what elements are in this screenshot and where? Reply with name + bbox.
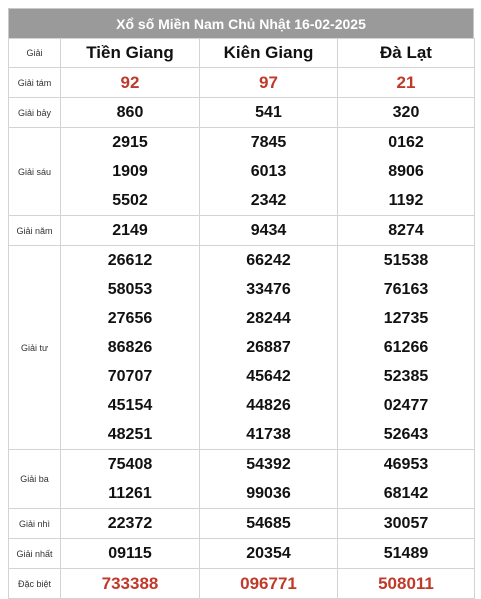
winning-number: 0162 <box>388 134 424 151</box>
prize-cell <box>338 509 475 539</box>
prize-column-header: Giải <box>9 39 61 68</box>
prize-label: Giải tư <box>9 246 61 450</box>
prize-cell <box>200 539 338 569</box>
prize-cell <box>338 539 475 569</box>
winning-number: 22372 <box>107 515 153 532</box>
prize-label: Giải ba <box>9 450 61 509</box>
winning-number: 5502 <box>112 192 148 209</box>
winning-number: 1909 <box>112 163 148 180</box>
prize-row <box>9 128 475 216</box>
prize-cell <box>61 539 200 569</box>
province-header-kien-giang: Kiên Giang <box>200 39 338 68</box>
winning-number: 320 <box>392 104 420 121</box>
winning-number: 75408 <box>107 456 153 473</box>
winning-number: 26612 <box>107 252 153 269</box>
winning-number: 48251 <box>107 426 153 443</box>
winning-number: 97 <box>259 73 278 92</box>
province-header-tien-giang: Tiền Giang <box>61 39 200 68</box>
winning-number: 51489 <box>383 545 429 562</box>
winning-number: 46953 <box>383 456 429 473</box>
prize-row <box>9 509 475 539</box>
winning-number: 21 <box>396 73 416 92</box>
prize-cell <box>338 246 475 450</box>
prize-row <box>9 246 475 450</box>
winning-number: 54685 <box>246 515 291 532</box>
prize-label: Giải tám <box>9 68 61 98</box>
winning-number: 27656 <box>107 310 153 327</box>
winning-number: 541 <box>255 104 282 121</box>
winning-number: 52385 <box>383 368 429 385</box>
winning-number: 20354 <box>246 545 291 562</box>
prize-row <box>9 68 475 98</box>
winning-number: 92 <box>120 73 140 92</box>
winning-number: 2149 <box>112 222 148 239</box>
prize-cell <box>338 128 475 216</box>
winning-number: 096771 <box>240 574 297 593</box>
winning-number: 2915 <box>112 134 148 151</box>
prize-cell <box>200 98 338 128</box>
prize-row <box>9 539 475 569</box>
prize-cell <box>61 128 200 216</box>
prize-cell <box>61 509 200 539</box>
winning-number: 58053 <box>107 281 153 298</box>
winning-number: 8274 <box>388 222 424 239</box>
prize-row <box>9 216 475 246</box>
winning-number: 508011 <box>378 574 434 593</box>
winning-number: 2342 <box>250 192 287 209</box>
prize-label: Giải nhì <box>9 509 61 539</box>
prize-label: Giải sáu <box>9 128 61 216</box>
winning-number: 68142 <box>383 485 429 502</box>
prize-cell <box>200 569 338 599</box>
winning-number: 54392 <box>246 456 291 473</box>
winning-number: 41738 <box>246 426 291 443</box>
winning-number: 28244 <box>246 310 291 327</box>
winning-number: 7845 <box>250 134 287 151</box>
prize-row <box>9 98 475 128</box>
prize-cell <box>200 216 338 246</box>
winning-number: 61266 <box>383 339 429 356</box>
prize-label: Đặc biệt <box>9 569 61 599</box>
winning-number: 66242 <box>246 252 291 269</box>
winning-number: 11261 <box>108 485 152 502</box>
prize-label: Giải năm <box>9 216 61 246</box>
winning-number: 70707 <box>107 368 153 385</box>
prize-cell <box>200 246 338 450</box>
prize-rows <box>9 68 475 599</box>
winning-number: 76163 <box>383 281 429 298</box>
winning-number: 52643 <box>383 426 429 443</box>
winning-number: 45154 <box>107 397 153 414</box>
prize-cell <box>200 450 338 509</box>
winning-number: 02477 <box>383 397 429 414</box>
prize-cell <box>200 128 338 216</box>
winning-number: 45642 <box>246 368 291 385</box>
winning-number: 09115 <box>108 545 152 562</box>
prize-row <box>9 569 475 599</box>
prize-cell <box>61 68 200 98</box>
prize-cell <box>200 68 338 98</box>
prize-cell <box>61 569 200 599</box>
prize-label: Giải bảy <box>9 98 61 128</box>
winning-number: 99036 <box>246 485 291 502</box>
winning-number: 86826 <box>107 339 153 356</box>
prize-cell <box>61 450 200 509</box>
winning-number: 6013 <box>250 163 287 180</box>
prize-cell <box>200 509 338 539</box>
prize-cell <box>338 569 475 599</box>
prize-cell <box>61 216 200 246</box>
winning-number: 733388 <box>101 574 159 593</box>
winning-number: 44826 <box>246 397 291 414</box>
prize-cell <box>338 450 475 509</box>
winning-number: 9434 <box>250 222 287 239</box>
province-header-da-lat: Đà Lạt <box>338 39 475 68</box>
winning-number: 26887 <box>246 339 291 356</box>
winning-number: 33476 <box>246 281 291 298</box>
winning-number: 8906 <box>388 163 424 180</box>
winning-number: 30057 <box>383 515 429 532</box>
prize-row <box>9 450 475 509</box>
winning-number: 51538 <box>383 252 429 269</box>
header-row <box>9 39 475 68</box>
prize-cell <box>338 98 475 128</box>
winning-number: 12735 <box>383 310 429 327</box>
results-table <box>8 38 475 599</box>
prize-cell <box>338 216 475 246</box>
winning-number: 860 <box>116 104 144 121</box>
prize-cell <box>61 246 200 450</box>
prize-cell <box>61 98 200 128</box>
prize-cell <box>338 68 475 98</box>
page-title: Xổ số Miền Nam Chủ Nhật 16-02-2025 <box>8 8 474 38</box>
prize-label: Giải nhất <box>9 539 61 569</box>
results-container <box>8 8 474 599</box>
winning-number: 1192 <box>388 192 424 209</box>
